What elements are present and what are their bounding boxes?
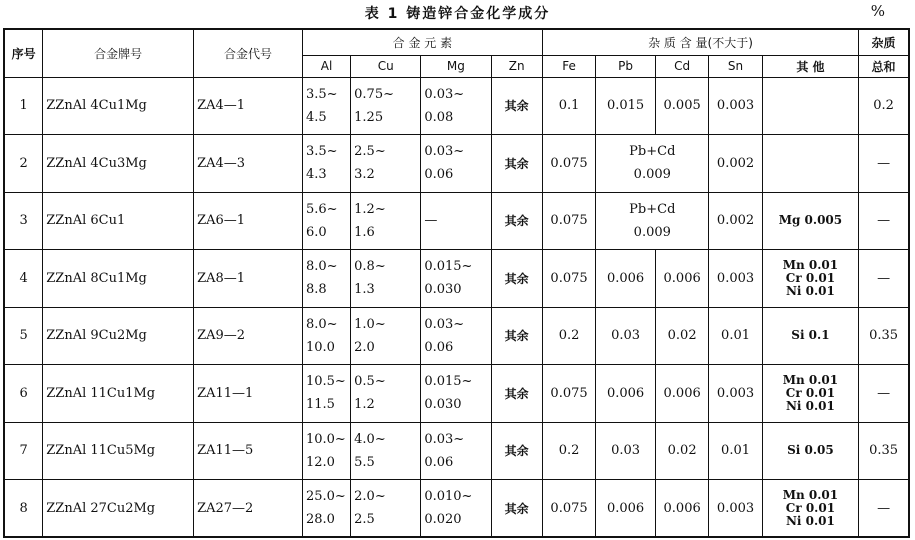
header-impurities: 杂 质 含 量(不大于)	[542, 29, 858, 55]
header-sn: Sn	[709, 55, 762, 77]
cell-cd: 0.02	[655, 422, 708, 480]
cell-mg-part: 0.030	[424, 397, 462, 413]
cell-cd: 0.006	[655, 365, 708, 423]
cell-cu-part: 2.0~	[354, 489, 386, 504]
cell-pb-cd-part: Pb+Cd	[629, 201, 676, 217]
cell-sn: 0.003	[709, 250, 762, 308]
cell-mg-part: 0.015~	[424, 374, 473, 390]
cell-al-part: 4.5	[305, 109, 327, 125]
cell-pb: 0.006	[596, 365, 656, 423]
cell-al-part: 3.5~	[305, 144, 338, 160]
table-row	[4, 480, 909, 538]
cell-cu	[351, 365, 421, 423]
table-row	[4, 307, 909, 365]
cell-al-part: 8.0~	[305, 316, 338, 332]
cell-al	[302, 192, 350, 250]
cell-mg	[421, 135, 491, 193]
cell-al-part: 8.0~	[305, 259, 338, 275]
cell-other-line: Si 0.1	[791, 328, 830, 343]
cell-al	[302, 365, 350, 423]
cell-mg	[421, 422, 491, 480]
unit-label: %	[870, 2, 885, 20]
cell-fe: 0.075	[542, 192, 595, 250]
cell-grade: ZZnAl 6Cu1	[43, 192, 194, 250]
cell-cu	[351, 480, 421, 538]
cell-other-line: Cr 0.01	[785, 500, 836, 515]
cell-cd: 0.006	[655, 250, 708, 308]
cell-other	[762, 307, 858, 365]
cell-cu	[351, 307, 421, 365]
cell-code: ZA27—2	[194, 480, 303, 538]
header-total-1: 杂质	[859, 29, 909, 55]
cell-fe: 0.075	[542, 480, 595, 538]
cell-other	[762, 365, 858, 423]
cell-al-part: 11.5	[305, 397, 335, 413]
cell-sn: 0.003	[709, 77, 762, 135]
cell-other-line: Mg 0.005	[778, 213, 843, 228]
cell-cd: 0.006	[655, 480, 708, 538]
cell-al-part: 8.8	[305, 282, 327, 298]
cell-cu-part: 1.25	[354, 109, 384, 125]
cell-al	[302, 135, 350, 193]
cell-pb: 0.006	[596, 250, 656, 308]
cell-al-part: 4.3	[305, 167, 327, 183]
cell-other-line: Ni 0.01	[785, 513, 835, 528]
cell-al	[302, 480, 350, 538]
cell-mg	[421, 307, 491, 365]
cell-mg	[421, 250, 491, 308]
table-row	[4, 135, 909, 193]
table-row	[4, 365, 909, 423]
cell-cu	[351, 192, 421, 250]
header-elements: 合 金 元 素	[302, 29, 542, 55]
cell-code: ZA4—1	[194, 77, 303, 135]
cell-grade: ZZnAl 27Cu2Mg	[43, 480, 194, 538]
cell-al-part: 25.0~	[305, 489, 346, 504]
cell-cu	[351, 77, 421, 135]
cell-grade: ZZnAl 8Cu1Mg	[43, 250, 194, 308]
cell-al	[302, 307, 350, 365]
cell-al-part: 10.0~	[305, 431, 346, 447]
cell-cu	[351, 422, 421, 480]
cell-total: —	[859, 135, 909, 193]
header-fe: Fe	[542, 55, 595, 77]
header-pb: Pb	[596, 55, 656, 77]
cell-fe: 0.075	[542, 250, 595, 308]
cell-mg-part: 0.03~	[424, 431, 465, 447]
cell-sn: 0.002	[709, 192, 762, 250]
cell-cu-part: 2.5	[354, 512, 375, 527]
cell-pb-cd-part: 0.009	[633, 167, 671, 183]
cell-other	[762, 192, 858, 250]
cell-code: ZA6—1	[194, 192, 303, 250]
header-code: 合金代号	[194, 29, 303, 77]
cell-sn: 0.003	[709, 480, 762, 538]
header-other: 其 他	[762, 55, 858, 77]
cell-other	[762, 480, 858, 538]
cell-cu-part: 1.6	[354, 224, 375, 240]
cell-pb-cd-part: Pb+Cd	[629, 144, 676, 160]
table-row	[4, 422, 909, 480]
cell-other-line: Mn 0.01	[782, 487, 839, 502]
cell-pb: 0.015	[596, 77, 656, 135]
cell-mg-part: 0.06	[424, 167, 454, 183]
cell-other	[762, 135, 858, 193]
cell-total: 0.2	[859, 77, 909, 135]
cell-grade: ZZnAl 4Cu3Mg	[43, 135, 194, 193]
cell-zn: 其余	[491, 250, 542, 308]
cell-sn: 0.01	[709, 307, 762, 365]
cell-al-part: 10.5~	[305, 374, 346, 390]
cell-total: —	[859, 192, 909, 250]
cell-zn: 其余	[491, 77, 542, 135]
cell-mg-part: 0.03~	[424, 316, 465, 332]
cell-cu	[351, 135, 421, 193]
cell-sn: 0.003	[709, 365, 762, 423]
cell-fe: 0.2	[542, 422, 595, 480]
cell-other	[762, 422, 858, 480]
cell-al-part: 5.6~	[305, 201, 338, 217]
cell-mg-part: 0.06	[424, 454, 454, 470]
cell-other-line: Mn 0.01	[782, 257, 839, 272]
cell-cu-part: 1.2	[354, 397, 375, 413]
cell-cu-part: 0.5~	[354, 374, 386, 390]
cell-pb: 0.006	[596, 480, 656, 538]
cell-total: 0.35	[859, 422, 909, 480]
cell-mg-part: 0.030	[424, 282, 462, 298]
cell-mg-part: 0.015~	[424, 259, 473, 275]
header-al: Al	[302, 55, 350, 77]
cell-other	[762, 250, 858, 308]
cell-seq: 3	[4, 192, 43, 250]
cell-mg-part: 0.06	[424, 339, 454, 355]
cell-cd: 0.02	[655, 307, 708, 365]
cell-seq: 6	[4, 365, 43, 423]
cell-seq: 7	[4, 422, 43, 480]
cell-total: 0.35	[859, 307, 909, 365]
cell-seq: 4	[4, 250, 43, 308]
cell-mg-part: 0.020	[424, 512, 462, 527]
cell-seq: 2	[4, 135, 43, 193]
cell-zn: 其余	[491, 480, 542, 538]
cell-other-line: Cr 0.01	[785, 270, 836, 285]
cell-grade: ZZnAl 9Cu2Mg	[43, 307, 194, 365]
cell-cu	[351, 250, 421, 308]
cell-cu-part: 4.0~	[354, 431, 386, 447]
cell-mg	[421, 480, 491, 538]
cell-cu-part: 3.2	[354, 167, 375, 183]
cell-total: —	[859, 250, 909, 308]
cell-mg-part: 0.010~	[424, 489, 473, 504]
cell-cu-part: 0.8~	[354, 259, 386, 275]
cell-pb-cd	[596, 135, 709, 193]
header-zn: Zn	[491, 55, 542, 77]
cell-other-line: Ni 0.01	[785, 398, 835, 413]
cell-fe: 0.075	[542, 135, 595, 193]
header-mg: Mg	[421, 55, 491, 77]
table-row	[4, 250, 909, 308]
cell-zn: 其余	[491, 192, 542, 250]
cell-cu-part: 2.5~	[354, 144, 386, 160]
cell-seq: 8	[4, 480, 43, 538]
cell-pb-cd-part: 0.009	[633, 224, 671, 240]
cell-other-line: Ni 0.01	[785, 283, 835, 298]
cell-other-line: Cr 0.01	[785, 385, 836, 400]
cell-zn: 其余	[491, 307, 542, 365]
cell-mg: —	[421, 192, 491, 250]
cell-cd: 0.005	[655, 77, 708, 135]
table-body	[4, 77, 909, 537]
cell-code: ZA9—2	[194, 307, 303, 365]
cell-cu-part: 0.75~	[354, 86, 394, 102]
cell-total: —	[859, 480, 909, 538]
cell-seq: 1	[4, 77, 43, 135]
cell-code: ZA11—1	[194, 365, 303, 423]
cell-code: ZA11—5	[194, 422, 303, 480]
cell-mg-part: 0.03~	[424, 86, 465, 102]
cell-sn: 0.002	[709, 135, 762, 193]
table-title: 表 1 铸造锌合金化学成分	[364, 6, 551, 22]
cell-other-line: Si 0.05	[787, 443, 834, 458]
cell-mg	[421, 77, 491, 135]
cell-sn: 0.01	[709, 422, 762, 480]
header-cu: Cu	[351, 55, 421, 77]
table-row	[4, 192, 909, 250]
cell-cu-part: 1.0~	[354, 316, 386, 332]
cell-cu-part: 2.0	[354, 339, 375, 355]
cell-zn: 其余	[491, 365, 542, 423]
header-grade: 合金牌号	[43, 29, 194, 77]
cell-mg	[421, 365, 491, 423]
cell-cu-part: 1.2~	[354, 201, 386, 217]
cell-fe: 0.1	[542, 77, 595, 135]
header-seq: 序号	[4, 29, 43, 77]
cell-total: —	[859, 365, 909, 423]
header-cd: Cd	[655, 55, 708, 77]
cell-al-part: 28.0	[305, 512, 335, 527]
cell-al	[302, 77, 350, 135]
composition-table	[3, 28, 910, 538]
cell-grade: ZZnAl 11Cu1Mg	[43, 365, 194, 423]
cell-grade: ZZnAl 11Cu5Mg	[43, 422, 194, 480]
cell-zn: 其余	[491, 135, 542, 193]
cell-pb: 0.03	[596, 422, 656, 480]
cell-seq: 5	[4, 307, 43, 365]
cell-al-part: 6.0	[305, 224, 327, 240]
cell-al-part: 3.5~	[305, 86, 338, 102]
cell-mg-part: 0.08	[424, 109, 454, 125]
cell-other	[762, 77, 858, 135]
cell-al	[302, 250, 350, 308]
cell-zn: 其余	[491, 422, 542, 480]
cell-pb: 0.03	[596, 307, 656, 365]
cell-cu-part: 1.3	[354, 282, 375, 298]
cell-fe: 0.2	[542, 307, 595, 365]
table-row	[4, 77, 909, 135]
cell-al	[302, 422, 350, 480]
cell-other-line: Mn 0.01	[782, 372, 839, 387]
header-total-2: 总和	[859, 55, 909, 77]
cell-pb-cd	[596, 192, 709, 250]
cell-cu-part: 5.5	[354, 454, 375, 470]
cell-al-part: 12.0	[305, 454, 335, 470]
cell-grade: ZZnAl 4Cu1Mg	[43, 77, 194, 135]
cell-al-part: 10.0	[305, 339, 335, 355]
cell-fe: 0.075	[542, 365, 595, 423]
cell-code: ZA4—3	[194, 135, 303, 193]
cell-mg-part: 0.03~	[424, 144, 465, 160]
cell-code: ZA8—1	[194, 250, 303, 308]
